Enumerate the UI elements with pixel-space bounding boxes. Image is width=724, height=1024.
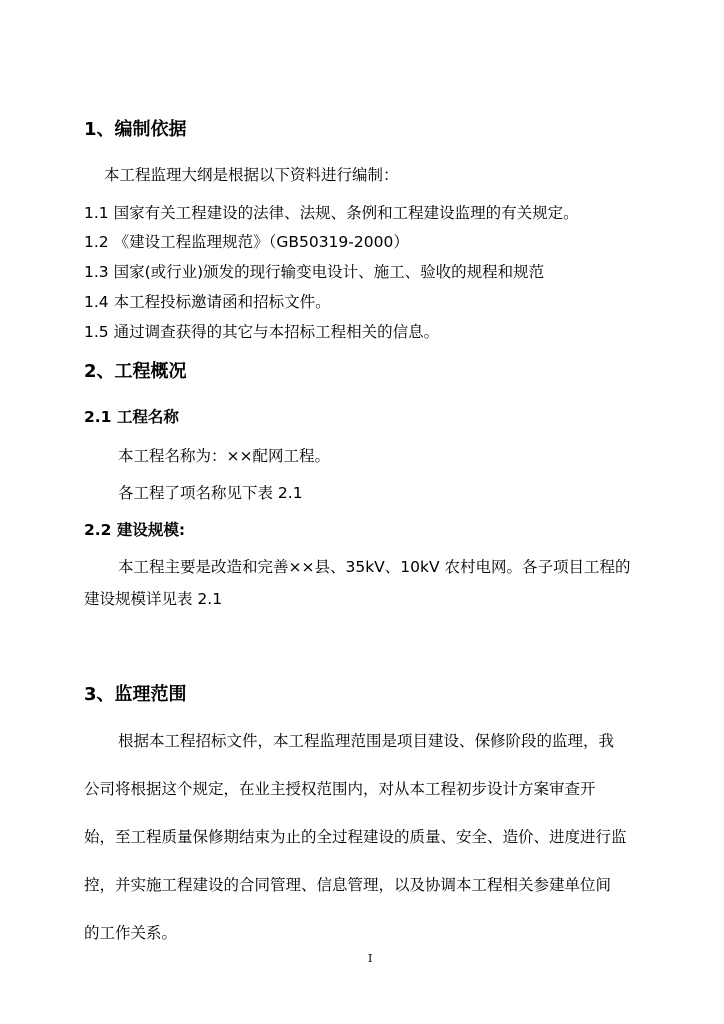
section3-line-1: 根据本工程招标文件，本工程监理范围是项目建设、保修阶段的监理，我 [118, 732, 615, 750]
section2-2-heading: 2.2 建设规模: [84, 521, 186, 539]
page-number: I [368, 952, 373, 965]
section2-1-line-2: 各工程了项名称见下表 2.1 [118, 484, 303, 502]
section3-line-2: 公司将根据这个规定，在业主授权范围内，对从本工程初步设计方案审查开 [84, 780, 596, 798]
section1-item-4: 1.4 本工程投标邀请函和招标文件。 [84, 293, 331, 311]
section2-1-line-1: 本工程名称为：××配网工程。 [118, 447, 330, 465]
section1-item-5: 1.5 通过调查获得的其它与本招标工程相关的信息。 [84, 323, 440, 341]
section3-line-3: 始，至工程质量保修期结束为止的全过程建设的质量、安全、造价、进度进行监 [84, 828, 627, 846]
section2-heading: 2、工程概况 [84, 361, 187, 382]
section2-1-heading: 2.1 工程名称 [84, 408, 179, 426]
section1-item-3: 1.3 国家(或行业)颁发的现行输变电设计、施工、验收的规程和规范 [84, 263, 545, 281]
section3-line-5: 的工作关系。 [84, 924, 178, 942]
section1-item-2: 1.2 《建设工程监理规范》（GB50319-2000） [84, 233, 409, 251]
section3-heading: 3、监理范围 [84, 684, 187, 705]
section2-2-line-2: 建设规模详见表 2.1 [84, 590, 223, 608]
section3-line-4: 控，并实施工程建设的合同管理、信息管理，以及协调本工程相关参建单位间 [84, 876, 612, 894]
section2-2-line-1: 本工程主要是改造和完善××县、35kV、10kV 农村电网。各子项目工程的 [118, 558, 631, 576]
section1-intro: 本工程监理大纲是根据以下资料进行编制： [104, 166, 399, 184]
section1-heading: 1、编制依据 [84, 119, 187, 140]
section1-item-1: 1.1 国家有关工程建设的法律、法规、条例和工程建设监理的有关规定。 [84, 204, 579, 222]
